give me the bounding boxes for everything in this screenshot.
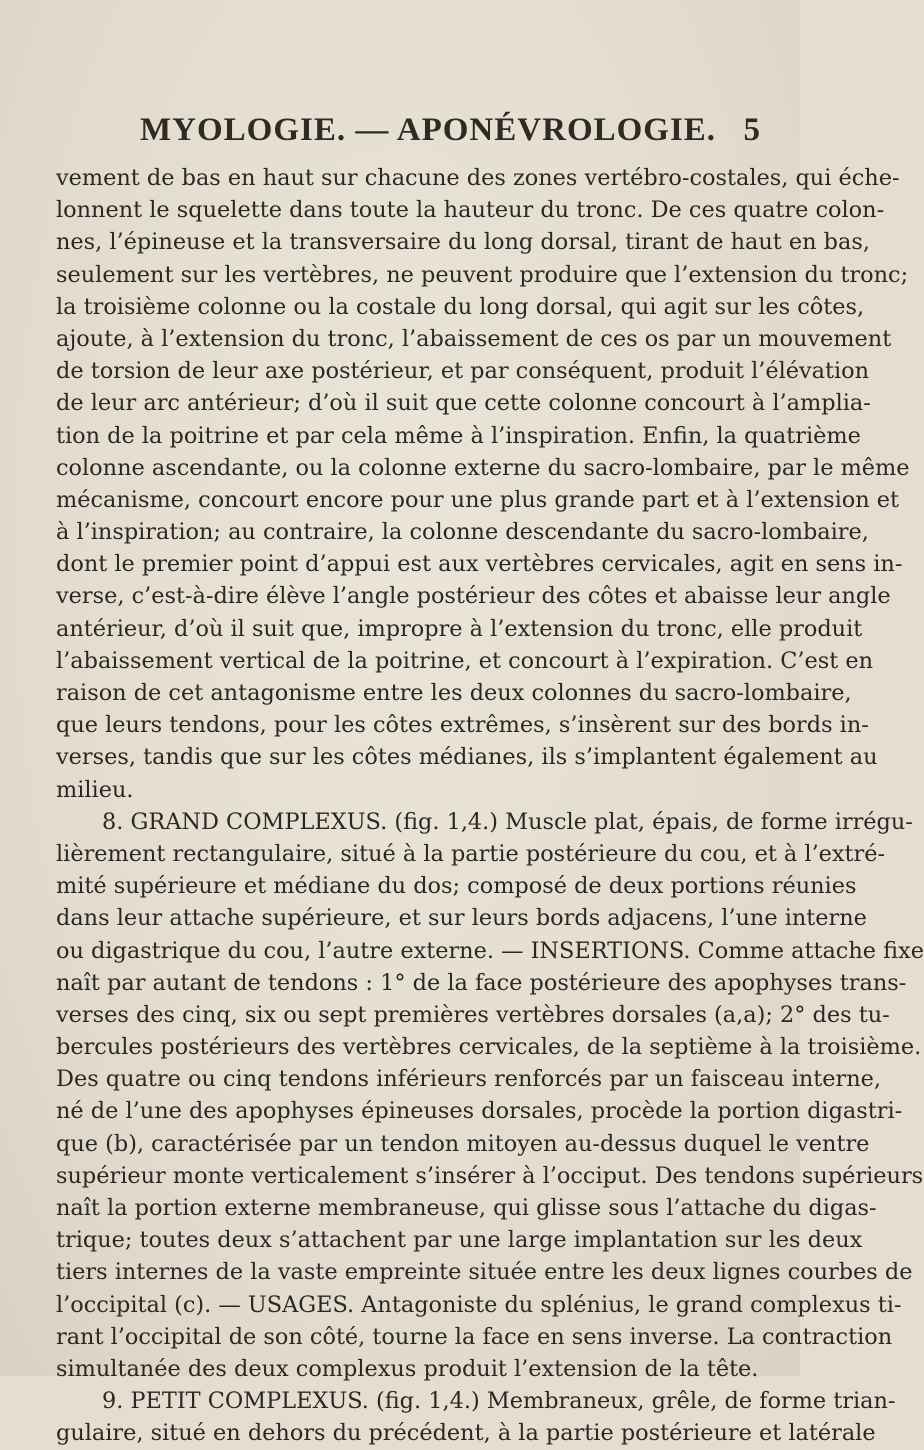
text-line: né de l’une des apophyses épineuses dorsales, procède la portion digastri- [56,1098,903,1125]
text-line: ajoute, à l’extension du tronc, l’abaissement de ces os par un mouvement [56,325,892,352]
text-line: de leur arc antérieur; d’où il suit que cette colonne concourt à l’amplia- [56,390,871,417]
text-line: trique; toutes deux s’attachent par une large implantation sur les deux [56,1227,863,1254]
text-line: lonnent le squelette dans toute la hauteur du tronc. De ces quatre colon- [56,197,885,224]
text-line: l’abaissement vertical de la poitrine, et concourt à l’expiration. C’est en [56,647,874,674]
text-line: naît la portion externe membraneuse, qui glisse sous l’attache du digas- [56,1195,877,1221]
text-line: naît par autant de tendons : 1° de la face postérieure des apophyses trans- [56,969,907,996]
text-line: l’occipital (c). — USAGES. Antagoniste du splénius, le grand complexus ti- [56,1291,902,1318]
text-line: tiers internes de la vaste empreinte située entre les deux lignes courbes de [56,1259,913,1286]
text-line: antérieur, d’où il suit que, impropre à l’extension du tronc, elle produit [56,615,863,642]
text-line: tion de la poitrine et par cela même à l’inspiration. Enfin, la quatrième [56,422,861,449]
text-line: mécanisme, concourt encore pour une plus grande part et à l’extension et [56,486,899,513]
text-line: mité supérieure et médiane du dos; composé de deux portions réunies [56,873,857,900]
running-header [60,112,760,156]
text-line: vement de bas en haut sur chacune des zones vertébro-costales, qui éche- [56,165,900,191]
text-line: nes, l’épineuse et la transversaire du long dorsal, tirant de haut en bas, [56,229,870,256]
text-line: lièrement rectangulaire, situé à la partie postérieure du cou, et à l’extré- [56,840,886,867]
text-line: verses, tandis que sur les côtes médianes, ils s’implantent également au [56,744,878,771]
text-line: seulement sur les vertèbres, ne peuvent produire que l’extension du tronc; [56,261,909,288]
text-line: Des quatre ou cinq tendons inférieurs renforcés par un faisceau interne, [56,1066,882,1093]
text-line: dont le premier point d’appui est aux vertèbres cervicales, agit en sens in- [56,551,903,578]
body-text [56,162,924,1450]
page-number: 5 [743,112,760,148]
text-line: verses des cinq, six ou sept premières vertèbres dorsales (a,a); 2° des tu- [56,1001,890,1028]
text-line: verse, c’est-à-dire élève l’angle postérieur des côtes et abaisse leur angle [56,583,891,610]
paragraph-end-line: milieu. [56,776,134,803]
text-line: supérieur monte verticalement s’insérer à l’occiput. Des tendons supérieurs [56,1162,924,1189]
text-line: dans leur attache supérieure, et sur leurs bords adjacens, l’une interne [56,905,867,932]
paragraph-end-line: simultanée des deux complexus produit l’extension de la tête. [56,1355,759,1382]
text-line: raison de cet antagonisme entre les deux colonnes du sacro-lombaire, [56,680,852,706]
text-line: la troisième colonne ou la costale du long dorsal, qui agit sur les côtes, [56,293,865,320]
text-line: ou digastrique du cou, l’autre externe. — INSERTIONS. Comme attache fixe [56,937,924,964]
text-line: à l’inspiration; au contraire, la colonne descendante du sacro-lombaire, [56,519,869,546]
text-line: gulaire, situé en dehors du précédent, à la partie postérieure et latérale [56,1420,876,1447]
text-line: rant l’occipital de son côté, tourne la face en sens inverse. La contraction [56,1323,893,1350]
header-title: MYOLOGIE. — APONÉVROLOGIE. [140,112,717,148]
text-line: que leurs tendons, pour les côtes extrêmes, s’insèrent sur des bords in- [56,712,869,739]
section-heading-line-petit-complexus: 9. PETIT COMPLEXUS. (fig. 1,4.) Membraneux, grêle, de forme trian- [102,1388,896,1415]
text-line: colonne ascendante, ou la colonne externe du sacro-lombaire, par le même [56,454,910,481]
text-line: de torsion de leur axe postérieur, et par conséquent, produit l’élévation [56,358,870,385]
section-heading-line-grand-complexus: 8. GRAND COMPLEXUS. (fig. 1,4.) Muscle plat, épais, de forme irrégu- [102,808,913,835]
text-line: que (b), caractérisée par un tendon mitoyen au-dessus duquel le ventre [56,1130,870,1157]
text-line: bercules postérieurs des vertèbres cervicales, de la septième à la troisième. [56,1034,922,1061]
